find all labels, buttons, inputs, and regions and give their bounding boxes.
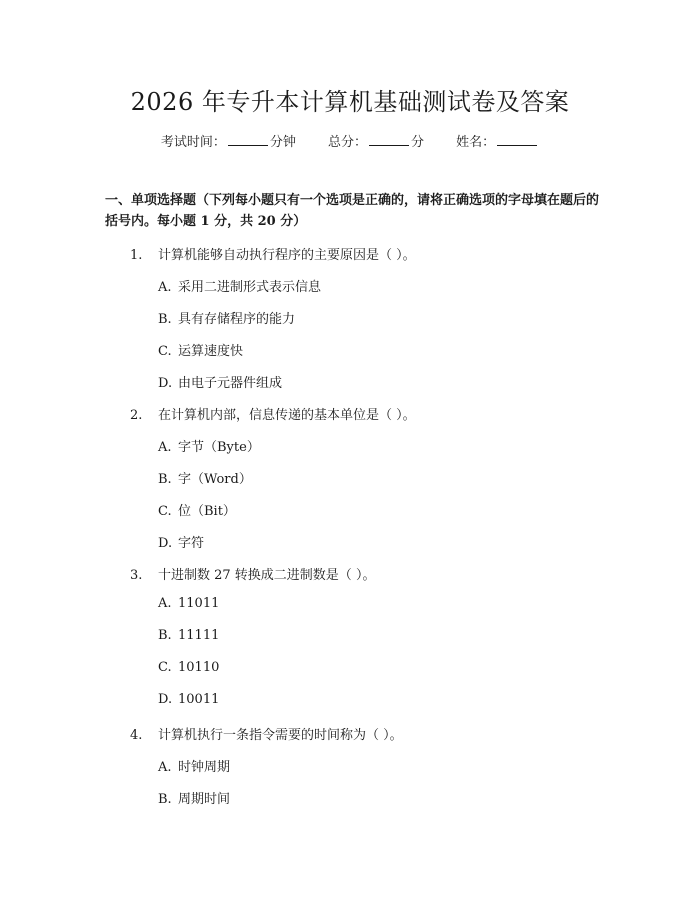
question-text: 十进制数 27 转换成二进制数是（ ）。 [158,568,376,583]
option-text: 采用二进制形式表示信息 [178,280,322,295]
question [130,244,600,263]
exam-time-blank [228,133,268,146]
option [158,788,598,807]
option-letter: B. [158,792,172,807]
name-blank [497,133,537,146]
option-letter: A. [158,440,172,455]
question-text: 计算机执行一条指令需要的时间称为（ ）。 [158,728,403,743]
option-text: 位（Bit） [178,504,236,519]
option-text: 具有存储程序的能力 [178,312,296,327]
option-text: 11011 [178,596,220,611]
option-text: 10110 [178,660,220,675]
total-score-label: 总分： [327,135,367,150]
option [158,692,598,707]
option [158,436,598,455]
option-letter: D. [158,536,173,551]
option-letter: B. [158,312,172,327]
option-text: 时钟周期 [178,760,231,775]
exam-time-unit: 分钟 [269,135,296,150]
option-letter: B. [158,628,172,643]
option-text: 字节（Byte） [178,440,260,455]
exam-info [0,131,700,150]
question-number: 2. [130,408,143,423]
exam-time-label: 考试时间： [160,135,226,150]
question [130,724,600,743]
option [158,340,598,359]
option [158,468,598,487]
option-text: 字符 [178,536,205,551]
option [158,532,598,551]
option [158,308,598,327]
option-text: 11111 [178,628,220,643]
exam-time-field [161,131,296,150]
page-title: 2026 年专升本计算机基础测试卷及答案 [130,88,570,116]
question-number: 1. [130,248,143,263]
option-letter: C. [158,344,172,359]
question [130,564,600,583]
option-text: 周期时间 [178,792,231,807]
question-text: 在计算机内部，信息传递的基本单位是（ ）。 [158,408,416,423]
option-text: 字（Word） [178,472,252,487]
option-text: 由电子元器件组成 [178,376,283,391]
section-title: 一、单项选择题（下列每小题只有一个选项是正确的，请将正确选项的字母填在题后的括号内。每小题 1 分，共 20 分） [105,193,600,229]
question-number: 3. [130,568,143,583]
option-text: 10011 [178,692,220,707]
option [158,756,598,775]
question-text: 计算机能够自动执行程序的主要原因是（ ）。 [158,248,416,263]
option-letter: A. [158,280,172,295]
total-score-field [328,131,424,150]
option-text: 运算速度快 [178,344,244,359]
option [158,660,598,675]
option-letter: D. [158,376,173,391]
option-letter: A. [158,760,172,775]
option-letter: D. [158,692,173,707]
option [158,372,598,391]
name-label: 姓名： [456,135,496,150]
total-score-blank [369,133,409,146]
option [158,276,598,295]
option-letter: C. [158,504,172,519]
total-score-unit: 分 [411,135,425,150]
name-field [456,131,539,150]
option-letter: C. [158,660,172,675]
option-letter: A. [158,596,172,611]
option [158,500,598,519]
option-letter: B. [158,472,172,487]
question-number: 4. [130,728,143,743]
option [158,628,598,643]
question [130,404,600,423]
option [158,596,598,611]
